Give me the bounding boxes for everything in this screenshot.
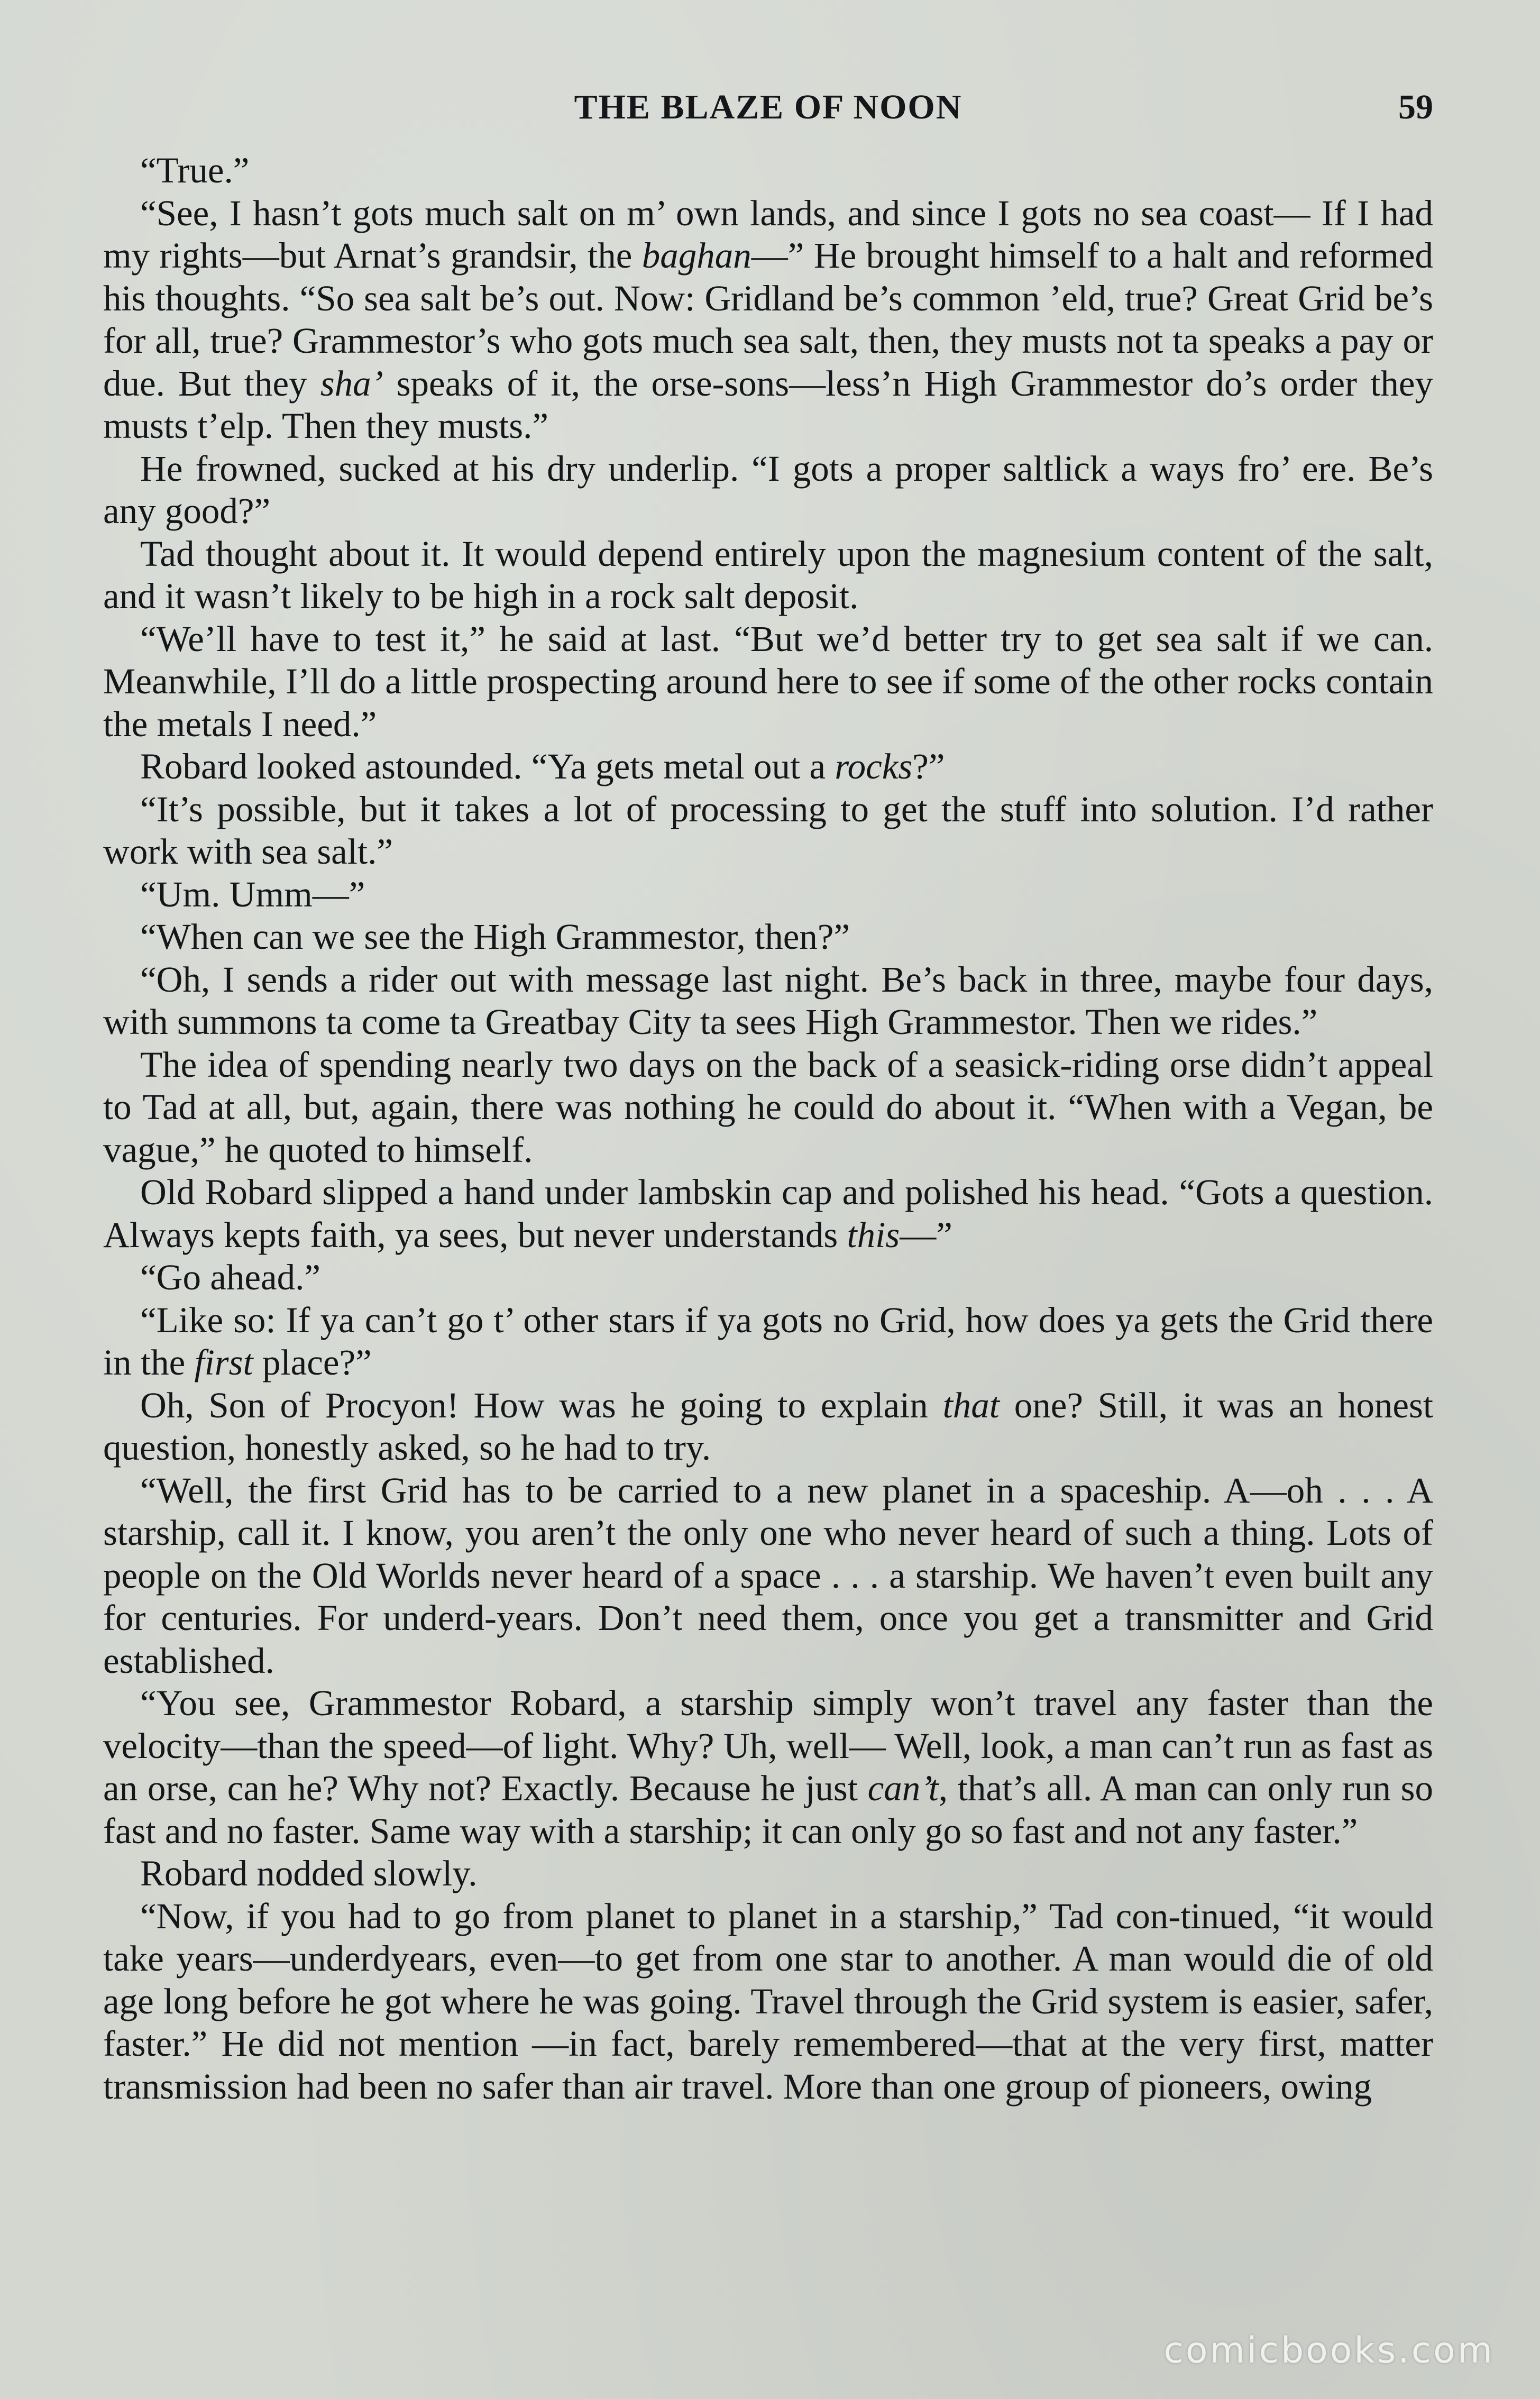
paragraph [103,618,1433,746]
paragraph [103,873,1433,916]
text-run: one? Still, it was an honest question, honestly asked, so he had to try. [103,1385,1433,1468]
italic-text: sha’ [320,363,383,404]
watermark: comicbooks.com [1163,2329,1495,2371]
text-run: “It’s possible, but it takes a lot of processing to get the stuff into solution. I’d rather work with sea salt.” [103,789,1433,872]
paragraph [103,915,1433,958]
text-run: The idea of spending nearly two days on the back of a seasick-riding orse didn’t appeal to Tad at all, but, again, there was nothing he could do about it. “When with a Vegan, be vague,” he quoted to himself. [103,1044,1433,1170]
paragraph [103,149,1433,192]
text-run: “You see, Grammestor Robard, a starship simply won’t travel any faster than the velocity—than the speed—of light. Why? Uh, well— Well, look, a man can’t run as fast as an orse, can he? Why not? Exactly. Because he just [103,1683,1433,1808]
text-run: place?” [253,1342,372,1382]
paragraph [103,745,1433,788]
page-number: 59 [1398,88,1433,126]
paragraph [103,1299,1433,1384]
text-run: “Go ahead.” [140,1257,320,1297]
text-run: “Well, the first Grid has to be carried to a new planet in a spaceship. A—oh . . . A starship, call it. I know, you aren’t the only one who never heard of such a thing. Lots of people on the Old Worlds never heard of a space . . . a starship. We haven’t even built any for centuries. For underd-years. Don’t need them, once you get a transmitter and Grid established. [103,1470,1433,1681]
paragraph [103,447,1433,533]
italic-text: baghan [641,235,751,276]
italic-text: that [942,1385,1000,1425]
paragraph [103,1043,1433,1171]
text-run: “Oh, I sends a rider out with message last night. Be’s back in three, maybe four days, with summons ta come ta Greatbay City ta sees High Grammestor. Then we rides.” [103,959,1433,1042]
body-text [103,149,1433,2108]
running-title: THE BLAZE OF NOON [574,88,962,126]
text-run: “Um. Umm—” [140,874,365,914]
paragraph [103,958,1433,1043]
paragraph [103,1256,1433,1299]
text-run: “When can we see the High Grammestor, then?” [140,917,850,957]
text-run: “True.” [140,150,250,190]
text-run: Robard nodded slowly. [140,1853,478,1893]
text-run: speaks of it, the orse-sons—less’n High Grammestor do’s order they musts t’elp. Then they musts.” [103,363,1433,446]
paragraph [103,192,1433,447]
italic-text: rocks [835,746,913,786]
italic-text: this [847,1214,900,1255]
paragraph [103,533,1433,618]
paragraph [103,1469,1433,1682]
text-run: “Like so: If ya can’t go t’ other stars if ya gots no Grid, how does ya gets the Grid there in the [103,1299,1433,1382]
text-run: “Now, if you had to go from planet to planet in a starship,” Tad con-tinued, “it would take years—underdyears, even—to get from one star to another. A man would die of old age long before he got where he was going. Travel through the Grid system is easier, safer, faster.” He did not mention —in fact, barely remembered—that at the very first, matter transmission had been no safer than air travel. More than one group of pioneers, owing [103,1896,1433,2107]
text-run: Tad thought about it. It would depend entirely upon the magnesium content of the salt, and it wasn’t likely to be high in a rock salt deposit. [103,533,1433,616]
italic-text: can’t [867,1768,939,1808]
running-header [103,84,1433,131]
paragraph [103,1384,1433,1469]
paragraph [103,1895,1433,2108]
text-run: Robard looked astounded. “Ya gets metal out a [140,746,835,786]
text-run: Old Robard slipped a hand under lambskin cap and polished his head. “Gots a question. Always kepts faith, ya sees, but never understands [103,1172,1433,1255]
text-run: —” He brought himself to a halt and reformed his thoughts. “So sea salt be’s out. Now: Gridland be’s common ’eld, true? Great Grid be’s for all, true? Grammestor’s who gots much sea salt, then, they musts not ta speaks a pay or due. But they [103,235,1434,404]
paragraph [103,1682,1433,1852]
text-run: ?” [912,746,945,786]
text-run: “We’ll have to test it,” he said at last. “But we’d better try to get sea salt if we can. Meanwhile, I’ll do a little prospecting around here to see if some of the other rocks contain the metals I need.” [103,618,1433,744]
italic-text: first [194,1342,253,1382]
text-run: “See, I hasn’t gots much salt on m’ own lands, and since I gots no sea coast— If I had my rights—but Arnat’s grandsir, the [103,193,1433,276]
text-run: , that’s all. A man can only run so fast and no faster. Same way with a starship; it can only go so fast and not any faster.” [103,1768,1434,1851]
text-run: He frowned, sucked at his dry underlip. “I gots a proper saltlick a ways fro’ ere. Be’s any good?” [103,448,1433,531]
paragraph [103,1852,1433,1895]
paragraph [103,1171,1433,1256]
text-run: —” [900,1214,952,1255]
paragraph [103,788,1433,873]
text-run: Oh, Son of Procyon! How was he going to explain [140,1385,943,1425]
